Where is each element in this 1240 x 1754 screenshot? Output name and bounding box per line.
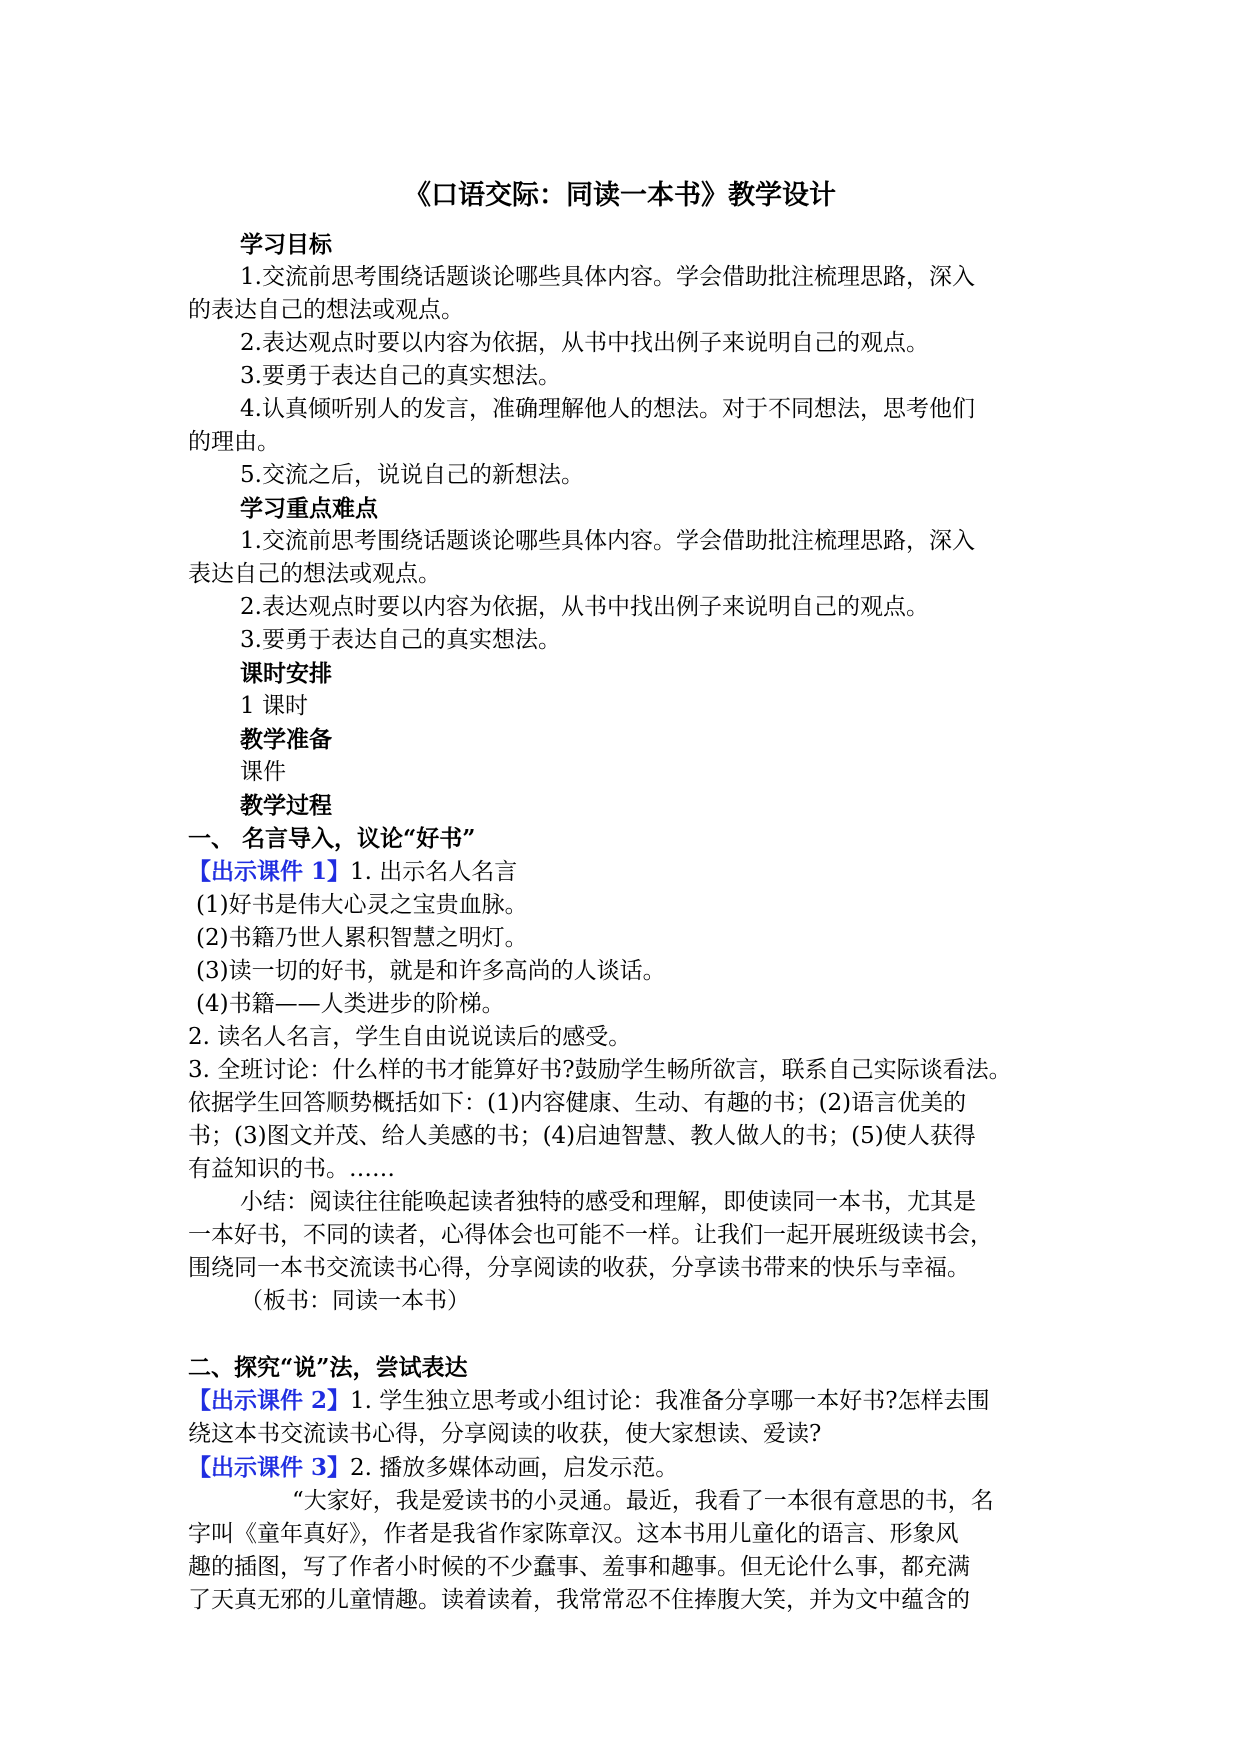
section-heading-keypoints: 学习重点难点 <box>240 495 378 522</box>
goal-4-line-1: 4.认真倾听别人的发言，准确理解他人的想法。对于不同想法，思考他们 <box>240 396 975 422</box>
quote-4: (4)书籍——人类进步的阶梯。 <box>196 991 505 1017</box>
goal-3: 3.要勇于表达自己的真实想法。 <box>240 363 561 389</box>
prep-value: 课件 <box>240 759 286 785</box>
section-heading-schedule: 课时安排 <box>240 660 332 687</box>
step-1-text: 1. 出示名人名言 <box>350 859 518 885</box>
section-2-heading: 二、探究“说”法，尝试表达 <box>188 1354 468 1381</box>
goal-1-line-1: 1.交流前思考围绕话题谈论哪些具体内容。学会借助批注梳理思路，深入 <box>240 264 975 290</box>
goal-2: 2.表达观点时要以内容为依据，从书中找出例子来说明自己的观点。 <box>240 330 929 356</box>
document-title: 《口语交际：同读一本书》教学设计 <box>404 180 836 211</box>
keypoint-2: 2.表达观点时要以内容为依据，从书中找出例子来说明自己的观点。 <box>240 594 929 620</box>
keypoint-1-line-1: 1.交流前思考围绕话题谈论哪些具体内容。学会借助批注梳理思路，深入 <box>240 528 975 554</box>
section-1-step-3-line-2: 依据学生回答顺势概括如下：(1)内容健康、生动、有趣的书；(2)语言优美的 <box>188 1090 967 1116</box>
section-heading-prep: 教学准备 <box>240 726 332 753</box>
blank-line <box>188 1318 1056 1351</box>
demo-line-3: 趣的插图，写了作者小时候的不少蠢事、羞事和趣事。但无论什么事，都充满 <box>188 1554 970 1580</box>
section-1-step-3-line-4: 有益知识的书。…… <box>188 1156 395 1182</box>
quote-3: (3)读一切的好书，就是和许多高尚的人谈话。 <box>196 958 666 984</box>
summary-line-3: 围绕同一本书交流读书心得，分享阅读的收获，分享读书带来的快乐与幸福。 <box>188 1255 970 1281</box>
schedule-value: 1 课时 <box>240 693 308 719</box>
step-2-text: 2. 播放多媒体动画，启发示范。 <box>350 1455 679 1481</box>
keypoint-3: 3.要勇于表达自己的真实想法。 <box>240 627 561 653</box>
section-2-step-2 <box>188 1451 1056 1485</box>
section-1-step-1 <box>188 855 1056 889</box>
board-note: （板书：同读一本书） <box>240 1288 470 1314</box>
courseware-tag-3: 【出示课件 3】 <box>188 1454 351 1481</box>
document-body <box>188 228 1056 1617</box>
courseware-tag-2: 【出示课件 2】 <box>188 1387 351 1414</box>
summary-line-1: 小结：阅读往往能唤起读者独特的感受和理解，即使读同一本书，尤其是 <box>240 1189 976 1215</box>
step-1-text: 1. 学生独立思考或小组讨论：我准备分享哪一本好书?怎样去围 <box>350 1388 990 1414</box>
section-1-heading: 一、 名言导入，议论“好书” <box>188 825 476 852</box>
section-heading-goals: 学习目标 <box>240 231 332 258</box>
section-2-step-1-line-2: 绕这本书交流读书心得，分享阅读的收获，使大家想读、爱读? <box>188 1421 822 1447</box>
demo-line-1: “大家好，我是爱读书的小灵通。最近，我看了一本很有意思的书，名 <box>292 1488 994 1514</box>
section-1-step-2: 2. 读名人名言，学生自由说说读后的感受。 <box>188 1024 632 1050</box>
courseware-tag-1: 【出示课件 1】 <box>188 858 351 885</box>
quote-1: (1)好书是伟大心灵之宝贵血脉。 <box>196 892 528 918</box>
quote-2: (2)书籍乃世人累积智慧之明灯。 <box>196 925 528 951</box>
summary-line-2: 一本好书，不同的读者，心得体会也可能不一样。让我们一起开展班级读书会， <box>188 1222 993 1248</box>
goal-4-line-2: 的理由。 <box>188 429 280 455</box>
section-1-step-3-line-1: 3. 全班讨论：什么样的书才能算好书?鼓励学生畅所欲言，联系自己实际谈看法。 <box>188 1057 1012 1083</box>
demo-line-4: 了天真无邪的儿童情趣。读着读着，我常常忍不住捧腹大笑，并为文中蕴含的 <box>188 1587 970 1613</box>
keypoint-1-line-2: 表达自己的想法或观点。 <box>188 561 441 587</box>
demo-line-2: 字叫《童年真好》，作者是我省作家陈章汉。这本书用儿童化的语言、形象风 <box>188 1521 959 1547</box>
goal-5: 5.交流之后，说说自己的新想法。 <box>240 462 584 488</box>
section-2-step-1-line-1 <box>188 1384 1056 1418</box>
goal-1-line-2: 的表达自己的想法或观点。 <box>188 297 464 323</box>
section-1-step-3-line-3: 书；(3)图文并茂、给人美感的书；(4)启迪智慧、教人做人的书；(5)使人获得 <box>188 1123 976 1149</box>
section-heading-process: 教学过程 <box>240 792 332 819</box>
